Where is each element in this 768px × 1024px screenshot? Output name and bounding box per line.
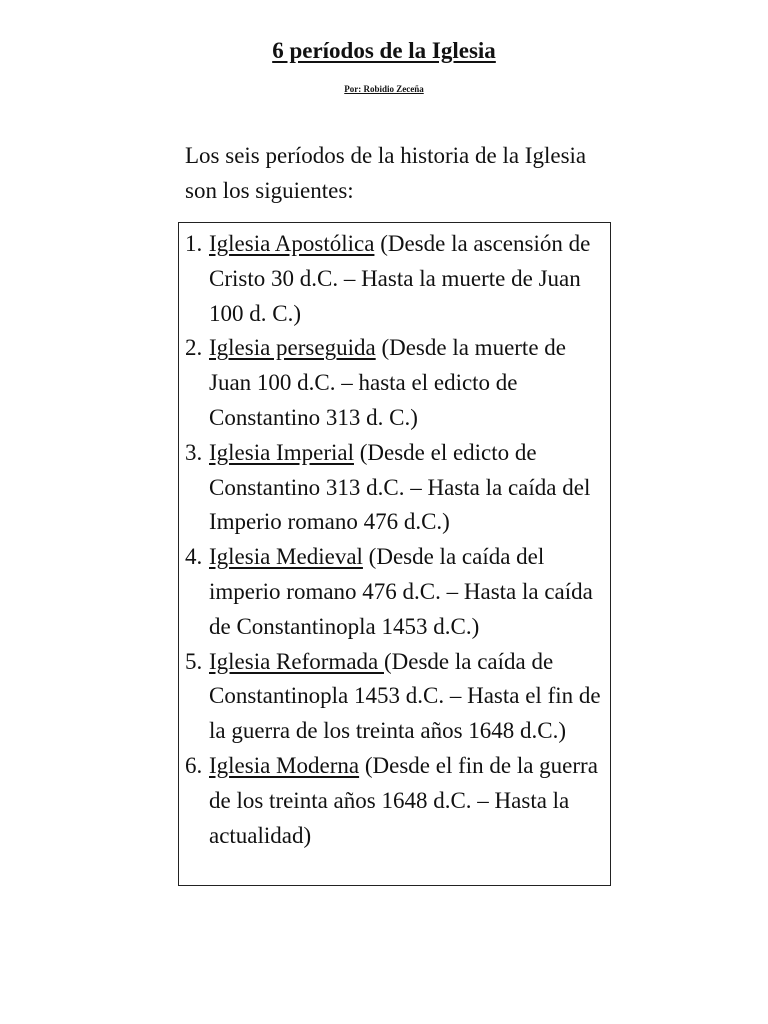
- period-name: Iglesia Imperial: [209, 439, 354, 465]
- period-item-2: [185, 331, 607, 435]
- period-description: (Desde el edicto de Constantino 313 d.C. – Hasta la caída del Imperio romano 476 d.C.): [209, 439, 591, 535]
- period-name: Iglesia perseguida: [209, 335, 376, 361]
- period-item-4: [185, 540, 607, 644]
- period-description: (Desde la ascensión de Cristo 30 d.C. – Hasta la muerte de Juan 100 d. C.): [209, 231, 591, 326]
- period-description: (Desde la caída de Constantinopla 1453 d.C. – Hasta el fin de la guerra de los treinta años 1648 d.C.): [209, 648, 601, 744]
- period-name: Iglesia Medieval: [209, 544, 363, 570]
- period-number: 2.: [185, 335, 203, 361]
- periods-list: [185, 227, 607, 853]
- document-title: 6 períodos de la Iglesia: [272, 38, 496, 63]
- document-author: Por: Robidio Zeceña: [344, 84, 424, 94]
- period-number: 5.: [185, 648, 203, 674]
- period-number: 1.: [185, 231, 203, 256]
- period-name: Iglesia Reformada: [209, 648, 384, 674]
- period-item-6: [185, 749, 607, 853]
- period-description: (Desde la muerte de Juan 100 d.C. – hasta el edicto de Constantino 313 d. C.): [209, 335, 566, 430]
- period-name: Iglesia Apostólica: [209, 231, 375, 256]
- period-number: 6.: [185, 752, 203, 778]
- period-item-1: [185, 227, 607, 331]
- period-name: Iglesia Moderna: [209, 752, 360, 778]
- period-number: 4.: [185, 544, 203, 570]
- intro-paragraph: Los seis períodos de la historia de la Iglesia son los siguientes:: [185, 143, 587, 203]
- period-description: (Desde el fin de la guerra de los treinta años 1648 d.C. – Hasta la actualidad): [209, 752, 598, 848]
- periods-box: [178, 222, 611, 886]
- period-item-3: [185, 436, 607, 540]
- period-description: (Desde la caída del imperio romano 476 d.C. – Hasta la caída de Constantinopla 1453 d.C.): [209, 544, 593, 639]
- period-item-5: [185, 645, 607, 749]
- period-number: 3.: [185, 439, 203, 465]
